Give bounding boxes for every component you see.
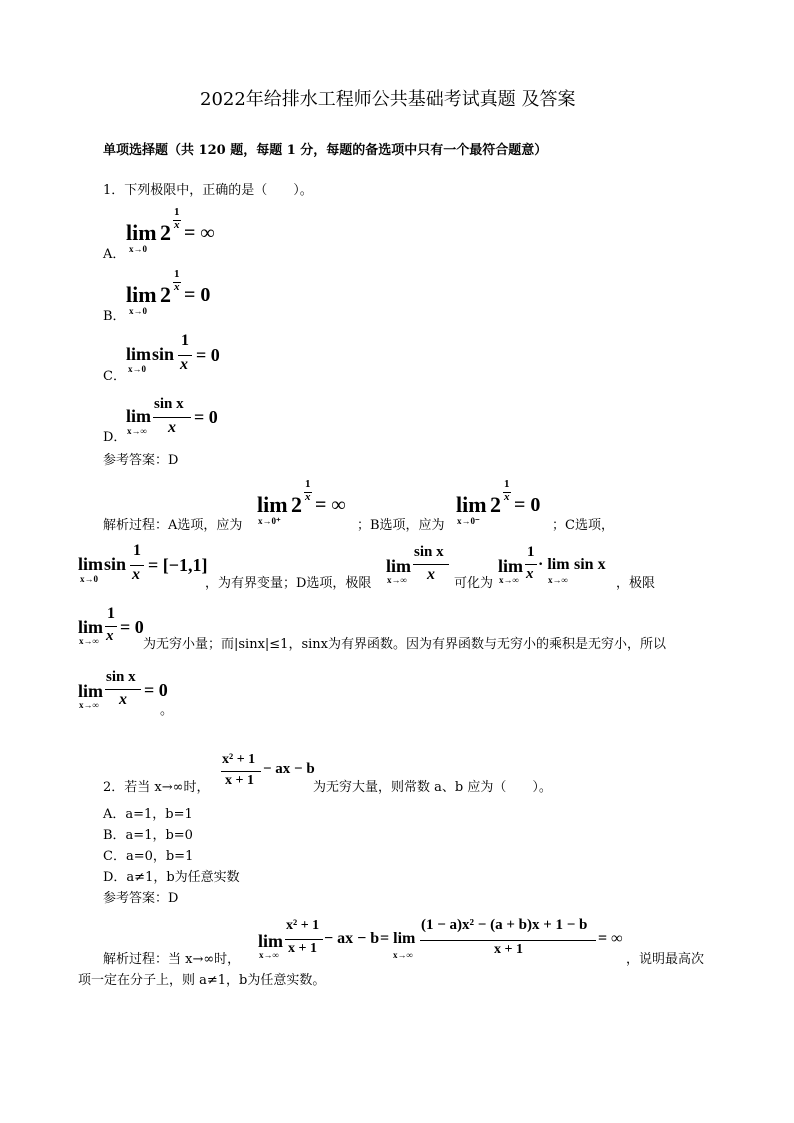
lim-text: lim xyxy=(126,406,151,426)
lim-subscript: x→0⁺ xyxy=(258,516,281,526)
big-fraction-denominator: x + 1 xyxy=(494,942,523,957)
lim-subscript: x→0 xyxy=(128,364,146,374)
lim-text: lim xyxy=(456,492,487,517)
fraction-denominator: x xyxy=(119,691,127,708)
fraction-numerator: x² + 1 xyxy=(286,918,320,933)
lim-text: lim xyxy=(78,554,103,574)
lim-subscript: x→∞ xyxy=(393,950,413,960)
q1-analysis-c: ；C选项， xyxy=(552,518,614,533)
fraction-denominator: x + 1 xyxy=(288,941,317,956)
lim-text: lim xyxy=(126,220,157,245)
exp-numerator: 1 xyxy=(174,206,180,218)
lim-text: lim xyxy=(498,556,523,576)
fraction-bar xyxy=(525,564,537,565)
exp-denominator: x xyxy=(174,219,180,231)
q1-option-a-formula xyxy=(126,206,226,256)
q2-analysis-prefix: 解析过程：当 x→∞时， xyxy=(103,952,241,967)
equals-interval: = [−1,1] xyxy=(148,555,208,575)
q1-analysis-d2: 可化为 xyxy=(454,576,494,591)
q1-answer: 参考答案：D xyxy=(103,453,179,468)
lim-text: lim xyxy=(386,556,411,576)
q2-analysis-line2: 项一定在分子上，则 a≠1，b为任意实数。 xyxy=(78,973,326,988)
tail-term: − ax − b xyxy=(324,930,380,947)
fraction-denominator: x + 1 xyxy=(225,773,254,788)
tail-term: − ax − b xyxy=(263,761,315,777)
exp-denominator: x xyxy=(174,281,180,293)
lim-text: lim xyxy=(78,617,103,637)
q1-analysis-end: 。 xyxy=(160,703,174,718)
fraction-denominator: x xyxy=(427,566,435,583)
equals-zero: = 0 xyxy=(120,617,144,637)
lim-text: lim xyxy=(257,492,288,517)
analysis-formula-d2 xyxy=(498,542,618,588)
lim-subscript: x→∞ xyxy=(548,575,568,585)
exp-denominator: x xyxy=(504,491,510,503)
q2-stem-formula xyxy=(220,750,320,796)
fraction-numerator: 1 xyxy=(527,544,535,560)
q1-analysis-d3: ，极限 xyxy=(616,576,656,591)
lim-subscript: x→0 xyxy=(129,306,147,316)
exp-denominator: x xyxy=(305,491,311,503)
lim-subscript: x→∞ xyxy=(259,950,279,960)
fraction-numerator: sin x xyxy=(106,669,136,685)
q1-analysis-cont: 为无穷小量；而|sinx|≤1，sinx为有界函数。因为有界函数与无穷小的乘积是无穷小，所以 xyxy=(143,637,666,652)
q1-option-d-label: D． xyxy=(103,430,127,445)
fraction-numerator: 1 xyxy=(107,605,115,622)
q1-option-a-label: A． xyxy=(103,247,126,262)
base-two: 2 xyxy=(160,282,171,307)
lim-text: lim xyxy=(78,681,103,701)
fraction-denominator: x xyxy=(180,356,188,373)
dot-lim-text: · lim xyxy=(538,556,570,573)
q1-stem: 1．下列极限中，正确的是（ ）。 xyxy=(103,183,313,198)
equals-zero: = 0 xyxy=(194,407,218,427)
lim-subscript: x→∞ xyxy=(79,700,99,710)
equals-zero: = 0 xyxy=(514,494,541,516)
page-title: 2022年给排水工程师公共基础考试真题 及答案 xyxy=(200,89,576,110)
fraction-bar xyxy=(413,564,449,565)
exp-numerator: 1 xyxy=(305,478,311,490)
q2-option-b: B．a=1，b=0 xyxy=(103,828,193,843)
equals-lim: = lim xyxy=(380,930,416,947)
q1-analysis-d: ，为有界变量；D选项，极限 xyxy=(205,576,372,591)
fraction-bar xyxy=(105,626,117,627)
analysis-formula-e xyxy=(78,603,148,649)
analysis-formula-a xyxy=(257,478,367,528)
fraction-denominator: x xyxy=(526,566,534,582)
base-two: 2 xyxy=(291,492,302,517)
equals-zero: = 0 xyxy=(144,680,168,700)
lim-subscript: x→∞ xyxy=(79,636,99,646)
fraction-bar xyxy=(105,689,141,690)
equals-infinity: = ∞ xyxy=(184,222,215,244)
analysis-formula-b xyxy=(456,478,556,528)
big-fraction-bar xyxy=(420,940,596,941)
q1-option-c-label: C． xyxy=(103,369,126,384)
q2-option-d: D．a≠1，b为任意实数 xyxy=(103,870,240,885)
fraction-numerator: 1 xyxy=(133,542,141,559)
q1-option-b-label: B． xyxy=(103,309,126,324)
lim-text: lim xyxy=(126,282,157,307)
base-two: 2 xyxy=(160,220,171,245)
fraction-bar xyxy=(221,771,261,772)
base-two: 2 xyxy=(490,492,501,517)
q2-answer: 参考答案：D xyxy=(103,891,179,906)
fraction-bar xyxy=(285,939,323,940)
fraction-numerator: 1 xyxy=(181,332,189,349)
q1-analysis-prefix: 解析过程：A选项，应为 xyxy=(103,518,243,533)
lim-subscript: x→0 xyxy=(80,574,98,584)
q1-option-d-formula xyxy=(126,392,236,442)
equals-zero: = 0 xyxy=(184,284,211,306)
fraction-denominator: x xyxy=(168,419,176,436)
big-fraction-numerator: (1 − a)x² − (a + b)x + 1 − b xyxy=(421,917,588,933)
q2-stem-suffix: 为无穷大量，则常数 a、b 应为（ ）。 xyxy=(313,780,552,795)
q2-stem-prefix: 2．若当 x→∞时， xyxy=(103,780,210,795)
q2-option-a: A．a=1，b=1 xyxy=(103,807,193,822)
equals-infinity: = ∞ xyxy=(315,494,346,516)
section-heading: 单项选择题（共 120 题，每题 1 分，每题的备选项中只有一个最符合题意） xyxy=(103,143,548,158)
fraction-numerator: sin x xyxy=(414,544,444,560)
q2-option-c: C．a=0，b=1 xyxy=(103,849,194,864)
lim-subscript: x→0⁻ xyxy=(457,516,480,526)
equals-zero: = 0 xyxy=(196,345,220,365)
fraction-bar xyxy=(153,417,191,418)
exp-numerator: 1 xyxy=(504,478,510,490)
exp-numerator: 1 xyxy=(174,268,180,280)
lim-subscript: x→0 xyxy=(129,244,147,254)
lim-text: lim xyxy=(126,344,151,364)
fraction-numerator: sin x xyxy=(154,396,184,412)
lim-subscript: x→∞ xyxy=(387,575,407,585)
fraction-denominator: x xyxy=(106,628,114,644)
sin-text: sin xyxy=(152,344,175,364)
q1-option-b-formula xyxy=(126,268,226,318)
q1-analysis-b: ；B选项，应为 xyxy=(357,518,445,533)
lim-subscript: x→∞ xyxy=(127,426,147,436)
sin-text: sin xyxy=(104,554,127,574)
q2-analysis-suffix: ，说明最高次 xyxy=(626,952,705,967)
lim-subscript: x→∞ xyxy=(499,575,519,585)
analysis-formula-d1 xyxy=(386,542,456,588)
fraction-numerator: x² + 1 xyxy=(222,752,256,767)
sinx-text: sin x xyxy=(574,556,606,573)
fraction-denominator: x xyxy=(132,566,140,583)
q2-analysis-formula xyxy=(258,915,628,967)
lim-text: lim xyxy=(258,931,283,951)
equals-infinity: = ∞ xyxy=(598,930,623,947)
q1-option-c-formula xyxy=(126,330,236,380)
